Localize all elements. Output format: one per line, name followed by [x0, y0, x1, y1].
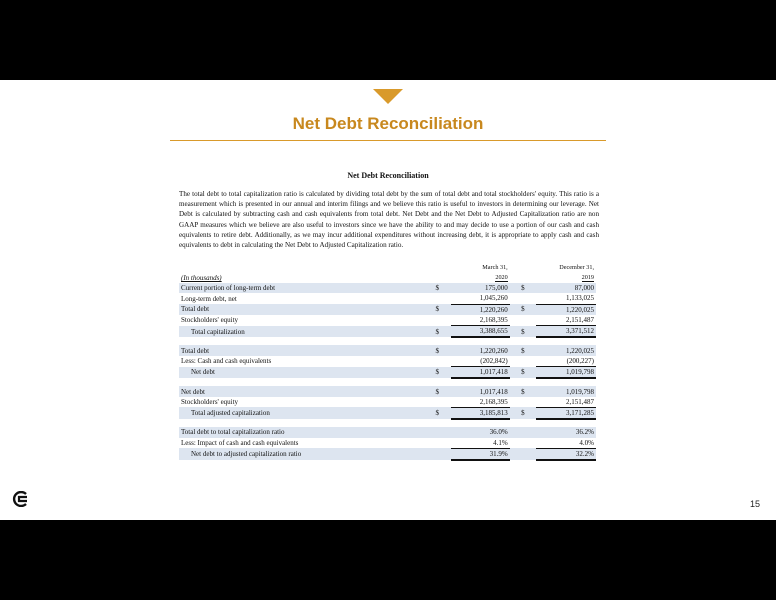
net-debt-table — [179, 263, 596, 461]
table-row: Total debt to total capitalization ratio 36.0% 36.2% — [181, 428, 594, 437]
table-header-row — [179, 263, 596, 283]
table-row: Long-term debt, net 1,045,260 1,133,025 — [181, 294, 594, 303]
table-row: Total debt $ 1,220,260 $ 1,220,025 — [181, 305, 594, 314]
column-header-december-2019: December 31, 2019 — [559, 264, 594, 281]
page-number: 15 — [749, 499, 760, 509]
table-row: Total capitalization $ 3,388,655 $ 3,371,512 — [179, 326, 596, 338]
triangle-marker-icon — [373, 89, 403, 104]
table-row: Net debt $ 1,017,418 $ 1,019,798 — [181, 387, 594, 396]
table-row: Less: Impact of cash and cash equivalents 4.1% 4.0% — [181, 438, 594, 447]
company-logo-icon — [12, 491, 30, 507]
title-divider — [170, 140, 606, 141]
units-label: (In thousands) — [181, 274, 222, 282]
slide — [0, 80, 776, 520]
document-heading: Net Debt Reconciliation — [347, 171, 429, 180]
table-row: Net debt to adjusted capitalization ratio 31.9% 32.2% — [179, 448, 596, 460]
table-row: Total debt $ 1,220,260 $ 1,220,025 — [181, 346, 594, 355]
table-row: Net debt $ 1,017,418 $ 1,019,798 — [179, 367, 596, 379]
table-row: Stockholders' equity 2,168,395 2,151,487 — [181, 316, 594, 325]
table-row: Current portion of long-term debt $ 175,000 $ 87,000 — [181, 284, 594, 293]
table-row: Total adjusted capitalization $ 3,185,813 $ 3,171,285 — [179, 407, 596, 419]
slide-title: Net Debt Reconciliation — [292, 114, 484, 133]
document-paragraph: The total debt to total capitalization ratio is calculated by dividing total debt by the sum of total debt and total stockholders' equity. This ratio is a measurement which is presented in our annual and interim filings and we believe this ratio is useful to investors in determining our leverage. Net Debt is calculated by subtracting cash and cash equivalents from total debt. Net Debt and the Net Debt to Adjusted Capitalization ratio are non GAAP measures which we believe are also useful to investors since we have the ability to and may decide to use a portion of our cash and cash equivalents to retire debt. Additionally, as we may incur additional expenditures without increasing debt, it is appropriate to apply cash and cash equivalents to debt in calculating the Net Debt to Adjusted Capitalization ratio. — [179, 190, 599, 250]
column-header-march-2020: March 31, 2020 — [482, 264, 508, 281]
table-row: Stockholders' equity 2,168,395 2,151,487 — [181, 397, 594, 407]
table-row: Less: Cash and cash equivalents (202,842) (200,227) — [181, 356, 594, 366]
